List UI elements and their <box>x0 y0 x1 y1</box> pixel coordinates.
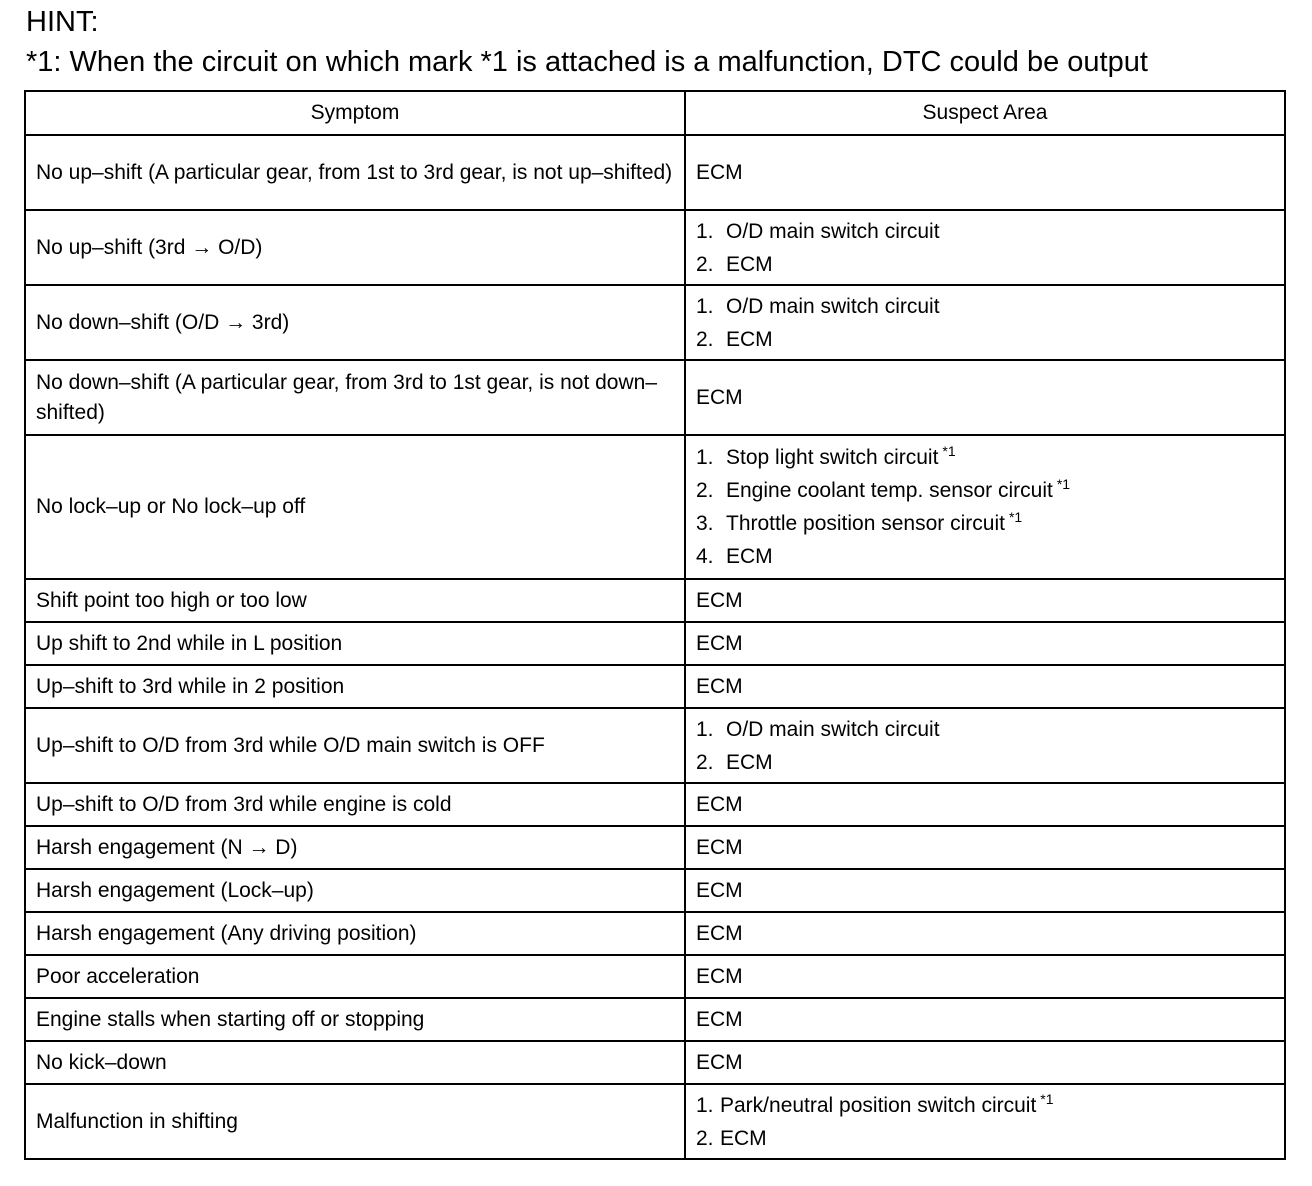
table-row <box>25 360 1285 435</box>
symptom-cell: Up–shift to 3rd while in 2 position <box>25 665 685 708</box>
item-number: 1. <box>696 219 714 243</box>
suspect-area-cell: ECM <box>685 998 1285 1041</box>
table-row <box>25 783 1285 826</box>
item-number: 1. <box>696 717 714 741</box>
item-text: Park/neutral position switch circuit <box>720 1093 1037 1117</box>
item-number: 2. <box>696 1126 714 1150</box>
table-row <box>25 135 1285 210</box>
hint-title: HINT: <box>26 6 99 38</box>
suspect-area-item <box>696 474 1274 507</box>
suspect-area-cell: ECM <box>685 360 1285 435</box>
footnote-mark: *1 <box>942 443 956 459</box>
symptom-cell: No down–shift (O/D → 3rd) <box>25 285 685 360</box>
symptom-cell: No kick–down <box>25 1041 685 1084</box>
suspect-area-item <box>696 290 1274 323</box>
symptom-cell: Up–shift to O/D from 3rd while O/D main switch is OFF <box>25 708 685 783</box>
item-text: O/D main switch circuit <box>726 717 940 741</box>
suspect-area-cell <box>685 285 1285 360</box>
suspect-area-list <box>696 1089 1274 1155</box>
item-text: ECM <box>726 327 773 351</box>
table-row <box>25 665 1285 708</box>
item-number: 1. <box>696 446 714 469</box>
table-row <box>25 1041 1285 1084</box>
suspect-area-item <box>696 746 1274 779</box>
suspect-area-cell: ECM <box>685 912 1285 955</box>
suspect-area-cell: ECM <box>685 1041 1285 1084</box>
suspect-area-list <box>696 441 1274 573</box>
symptom-cell: Up–shift to O/D from 3rd while engine is cold <box>25 783 685 826</box>
suspect-area-list <box>696 290 1274 356</box>
item-text: Engine coolant temp. sensor circuit <box>726 479 1053 502</box>
suspect-area-item <box>696 441 1274 474</box>
symptom-cell: No down–shift (A particular gear, from 3rd to 1st gear, is not down–shifted) <box>25 360 685 435</box>
suspect-area-cell <box>685 435 1285 579</box>
table-row <box>25 998 1285 1041</box>
suspect-area-item <box>696 713 1274 746</box>
suspect-area-cell: ECM <box>685 665 1285 708</box>
symptom-cell: Engine stalls when starting off or stopping <box>25 998 685 1041</box>
table-row <box>25 955 1285 998</box>
symptom-cell: No up–shift (3rd → O/D) <box>25 210 685 285</box>
item-number: 3. <box>696 512 714 535</box>
suspect-area-list <box>696 215 1274 281</box>
table-row <box>25 622 1285 665</box>
suspect-area-item <box>696 215 1274 248</box>
footnote-mark: *1 <box>1008 509 1023 525</box>
suspect-area-cell: ECM <box>685 826 1285 869</box>
item-number: 2. <box>696 327 714 351</box>
suspect-area-cell <box>685 1084 1285 1159</box>
item-number: 1. <box>696 1093 714 1117</box>
item-text: ECM <box>720 1126 767 1150</box>
hint-note: *1: When the circuit on which mark *1 is attached is a malfunction, DTC could be output <box>26 46 1148 78</box>
item-text: ECM <box>726 252 773 276</box>
table-row <box>25 869 1285 912</box>
suspect-area-cell: ECM <box>685 783 1285 826</box>
item-text: O/D main switch circuit <box>726 294 940 318</box>
symptom-cell: Poor acceleration <box>25 955 685 998</box>
table-row <box>25 435 1285 579</box>
suspect-area-item <box>696 507 1274 540</box>
footnote-mark: *1 <box>1056 476 1071 492</box>
suspect-area-cell: ECM <box>685 579 1285 622</box>
symptom-cell: Up shift to 2nd while in L position <box>25 622 685 665</box>
symptom-cell: No up–shift (A particular gear, from 1st to 3rd gear, is not up–shifted) <box>25 135 685 210</box>
symptom-header: Symptom <box>25 91 685 135</box>
item-text: Stop light switch circuit <box>726 446 939 469</box>
symptom-table <box>24 90 1286 1160</box>
item-text: Throttle position sensor circuit <box>726 512 1005 535</box>
suspect-area-item <box>696 1089 1274 1122</box>
symptom-cell: Harsh engagement (Lock–up) <box>25 869 685 912</box>
suspect-area-cell: ECM <box>685 955 1285 998</box>
symptom-cell: Harsh engagement (Any driving position) <box>25 912 685 955</box>
symptom-cell: No lock–up or No lock–up off <box>25 435 685 579</box>
item-text: ECM <box>726 750 773 774</box>
suspect-area-item <box>696 323 1274 356</box>
suspect-area-item <box>696 540 1274 573</box>
suspect-area-item <box>696 248 1274 281</box>
item-number: 2. <box>696 750 714 774</box>
suspect-area-cell: ECM <box>685 622 1285 665</box>
suspect-area-item <box>696 1122 1274 1155</box>
suspect-area-cell <box>685 708 1285 783</box>
table-row <box>25 285 1285 360</box>
table-row <box>25 210 1285 285</box>
table-row <box>25 912 1285 955</box>
suspect-area-header: Suspect Area <box>685 91 1285 135</box>
symptom-cell: Shift point too high or too low <box>25 579 685 622</box>
table-header-row <box>25 91 1285 135</box>
item-number: 2. <box>696 479 714 502</box>
table-row <box>25 826 1285 869</box>
suspect-area-list <box>696 713 1274 779</box>
suspect-area-cell: ECM <box>685 869 1285 912</box>
footnote-mark: *1 <box>1040 1090 1054 1107</box>
table-row <box>25 1084 1285 1159</box>
suspect-area-cell <box>685 210 1285 285</box>
symptom-cell: Malfunction in shifting <box>25 1084 685 1159</box>
symptom-cell: Harsh engagement (N → D) <box>25 826 685 869</box>
suspect-area-cell: ECM <box>685 135 1285 210</box>
item-text: O/D main switch circuit <box>726 219 940 243</box>
table-row <box>25 579 1285 622</box>
table-row <box>25 708 1285 783</box>
item-number: 1. <box>696 294 714 318</box>
item-text: ECM <box>726 545 773 568</box>
hint-block <box>26 4 1148 84</box>
item-number: 4. <box>696 545 714 568</box>
item-number: 2. <box>696 252 714 276</box>
